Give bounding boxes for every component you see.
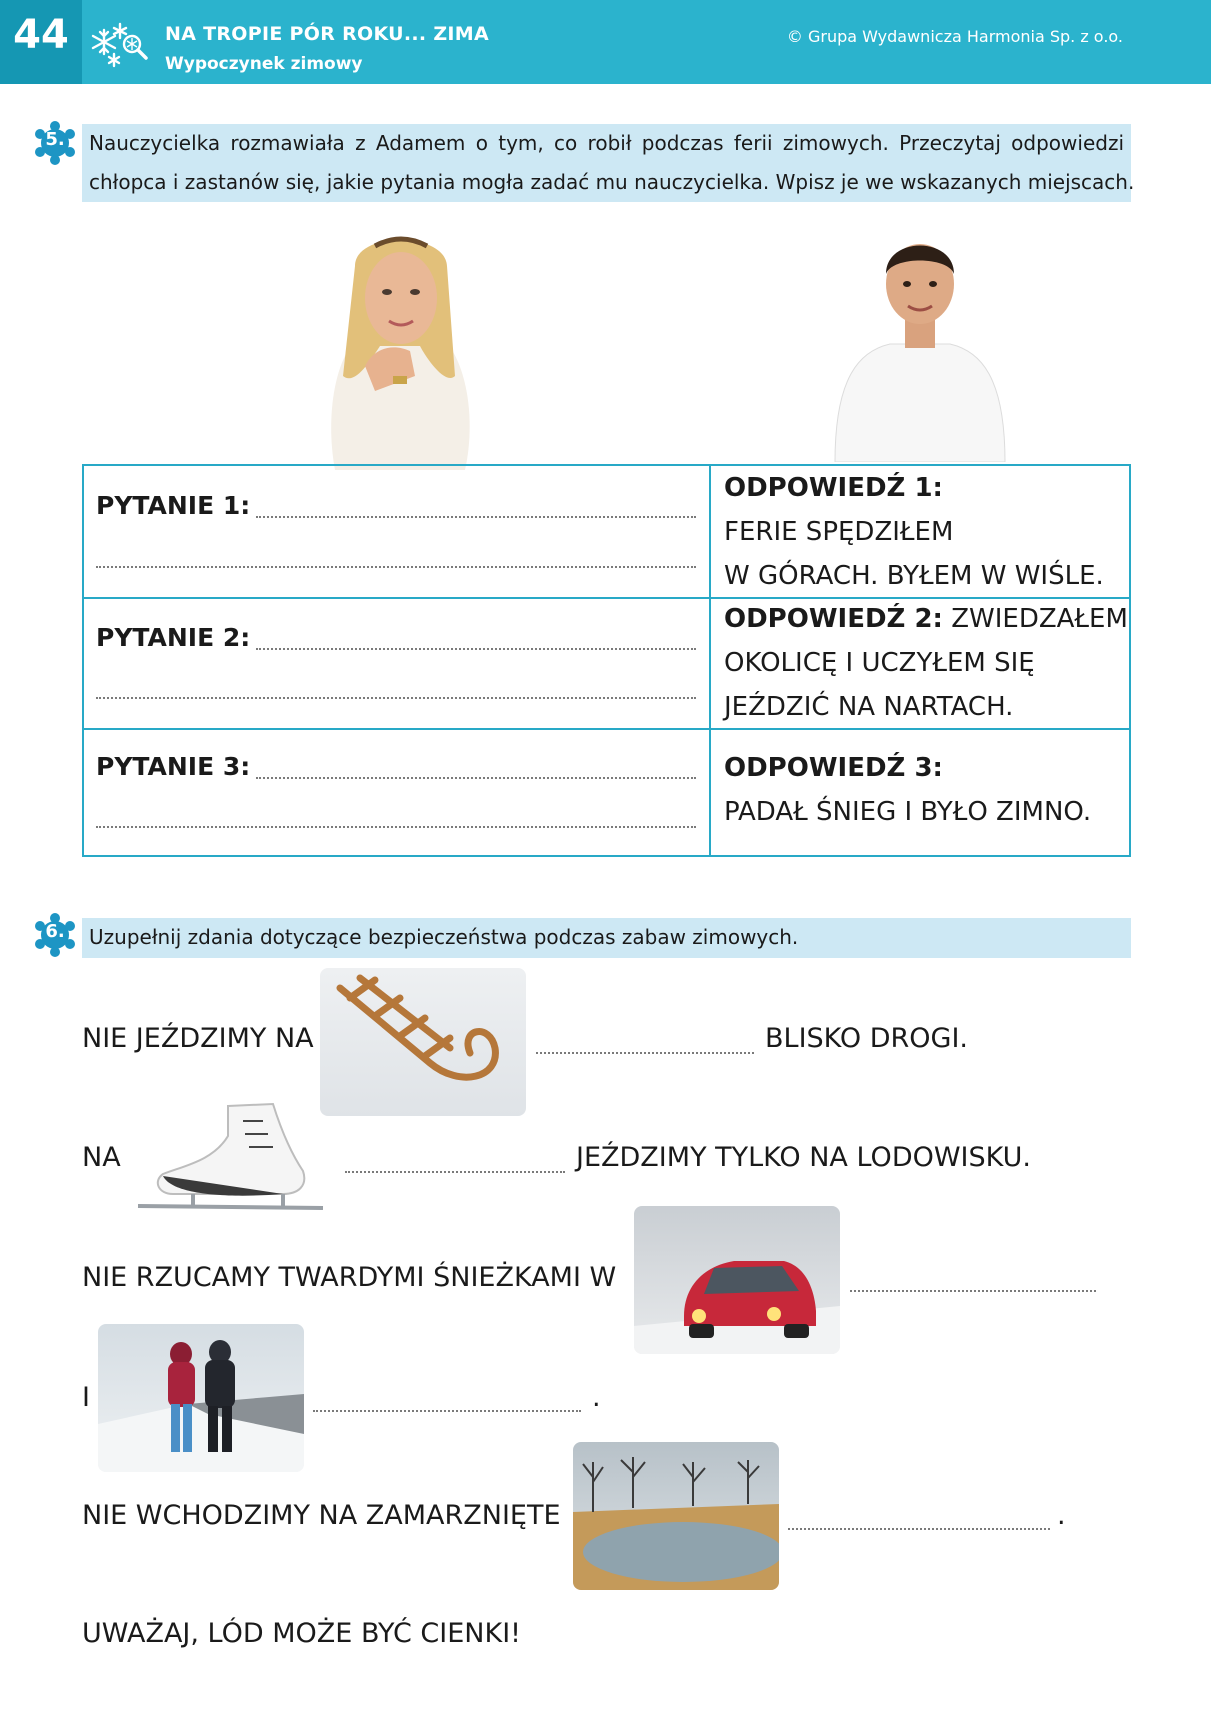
question-answer-table	[82, 464, 1131, 857]
question-1-blank-line-2[interactable]	[96, 566, 696, 568]
sled-image	[320, 968, 526, 1116]
answer-1	[724, 466, 1104, 598]
boy-photo	[830, 226, 1010, 462]
sentence-2-blank[interactable]	[345, 1171, 565, 1173]
sentence-4-blank[interactable]	[313, 1410, 581, 1412]
answer-3	[724, 746, 1091, 834]
sentence-1-end: BLISKO DROGI.	[765, 1023, 969, 1054]
sentence-4-start: I	[82, 1382, 90, 1413]
answer-3-line-2: PADAŁ ŚNIEG I BYŁO ZIMNO.	[724, 797, 1092, 827]
sentence-3-start: NIE RZUCAMY TWARDYMI ŚNIEŻKAMI W	[82, 1262, 617, 1293]
sentence-5-start: NIE WCHODZIMY NA ZAMARZNIĘTE	[82, 1500, 561, 1531]
frozen-pond-image	[573, 1442, 779, 1590]
sentence-4-period: .	[592, 1382, 601, 1413]
ice-skate-image	[133, 1096, 329, 1218]
answer-2-line-1: ZWIEDZAŁEM	[942, 604, 1128, 634]
sentence-1-blank[interactable]	[536, 1052, 754, 1054]
teacher-photo	[315, 226, 485, 470]
sentence-5-period: .	[1057, 1500, 1066, 1531]
question-3-blank-line-1[interactable]	[256, 777, 696, 779]
chapter-subtitle: Wypoczynek zimowy	[165, 54, 363, 74]
sentence-2-start: NA	[82, 1142, 121, 1173]
task-6-text: Uzupełnij zdania dotyczące bezpieczeństwa podczas zabaw zimowych.	[89, 925, 799, 949]
answer-1-line-3: W GÓRACH. BYŁEM W WIŚLE.	[724, 561, 1104, 591]
question-2-blank-line-2[interactable]	[96, 697, 696, 699]
task-5-line-2: chłopca i zastanów się, jakie pytania mogła zadać mu nauczycielka. Wpisz je we wskazanych miejscach.	[89, 170, 1135, 194]
question-1-blank-line-1[interactable]	[256, 516, 696, 518]
answer-1-label: ODPOWIEDŹ 1:	[724, 473, 943, 503]
task-5-number: 5.	[45, 129, 65, 150]
answer-2-line-2: OKOLICĘ I UCZYŁEM SIĘ	[724, 648, 1035, 678]
answer-2-line-3: JEŹDZIĆ NA NARTACH.	[724, 692, 1014, 722]
task-6-badge	[32, 912, 78, 958]
sentence-2-end: JEŹDZIMY TYLKO NA LODOWISKU.	[576, 1142, 1031, 1173]
question-3-blank-line-2[interactable]	[96, 826, 696, 828]
chapter-title: NA TROPIE PÓR ROKU... ZIMA	[165, 23, 489, 45]
pedestrians-image	[98, 1324, 304, 1472]
task-5-instruction	[82, 124, 1135, 202]
safety-warning: UWAŻAJ, LÓD MOŻE BYĆ CIENKI!	[82, 1618, 522, 1649]
snowflake-magnifier-icon	[90, 20, 148, 68]
task-5-line-1: Nauczycielka rozmawiała z Adamem o tym, co robił podczas ferii zimowych. Przeczytaj odpowiedzi	[89, 131, 1124, 155]
table-row-3	[84, 728, 1129, 855]
answer-3-label: ODPOWIEDŹ 3:	[724, 753, 943, 783]
answer-2-label: ODPOWIEDŹ 2:	[724, 604, 943, 634]
sentence-5-blank[interactable]	[788, 1528, 1050, 1530]
question-2-blank-line-1[interactable]	[256, 648, 696, 650]
car-in-snow-image	[634, 1206, 840, 1354]
question-3-label: PYTANIE 3:	[96, 752, 251, 781]
question-2-label: PYTANIE 2:	[96, 623, 251, 652]
task-6-number: 6.	[45, 921, 65, 942]
copyright-text: © Grupa Wydawnicza Harmonia Sp. z o.o.	[786, 27, 1123, 46]
table-row-2	[84, 597, 1129, 728]
answer-1-line-2: FERIE SPĘDZIŁEM	[724, 517, 954, 547]
table-row-1	[84, 466, 1129, 597]
page-number: 44	[13, 12, 69, 58]
task-6-instruction	[82, 918, 1131, 958]
task-5-badge	[32, 120, 78, 166]
answer-2	[724, 597, 1128, 729]
sentence-1-start: NIE JEŹDZIMY NA	[82, 1023, 314, 1054]
page-header	[0, 0, 1211, 84]
sentence-3-blank[interactable]	[850, 1290, 1096, 1292]
question-1-label: PYTANIE 1:	[96, 491, 251, 520]
page-number-box	[0, 0, 82, 84]
